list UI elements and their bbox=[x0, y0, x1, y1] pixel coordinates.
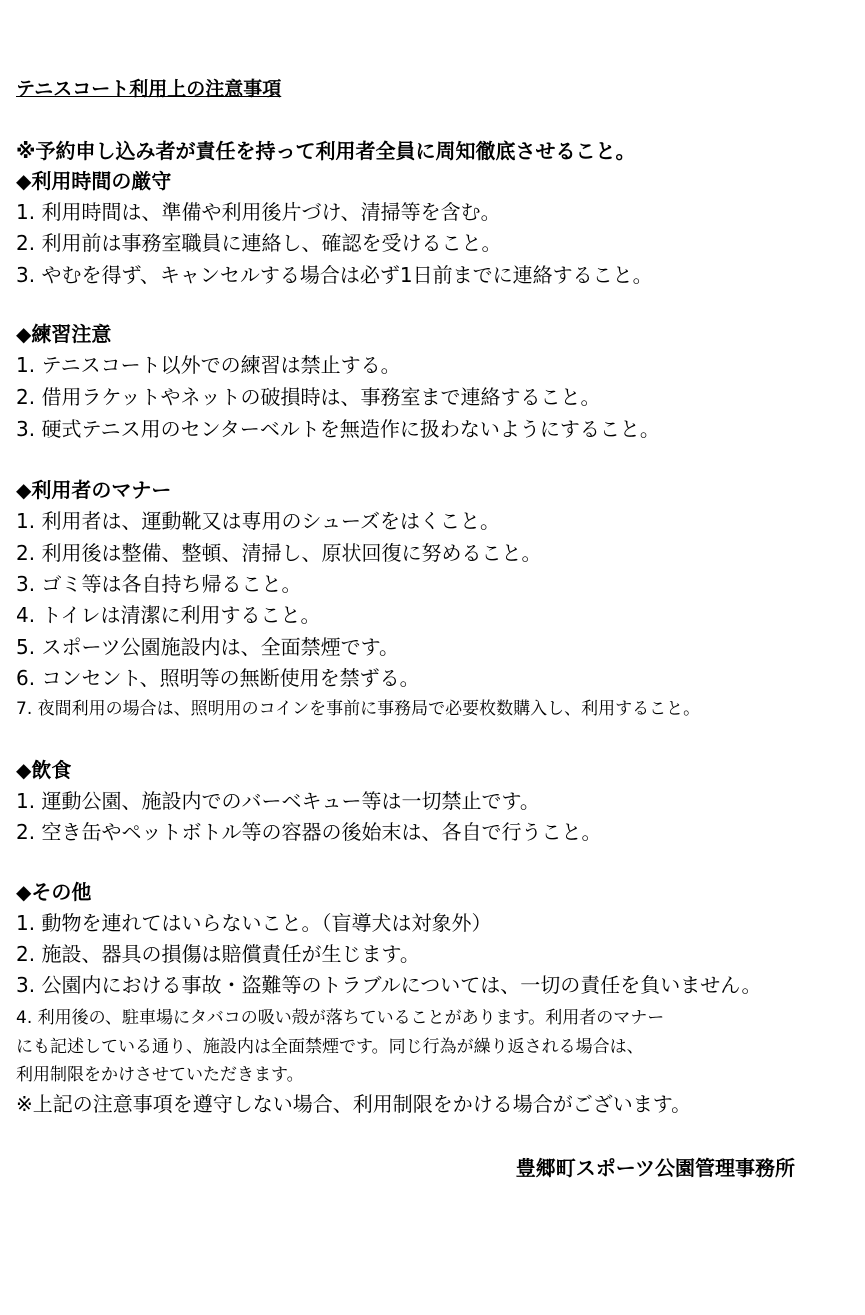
manners-item: 7. 夜間利用の場合は、照明用のコインを事前に事務局で必要枚数購入し、利用すること。 bbox=[16, 699, 701, 719]
usage-time-item: 1. 利用時間は、準備や利用後片づけ、清掃等を含む。 bbox=[16, 200, 501, 224]
manners-item: 1. 利用者は、運動靴又は専用のシューズをはくこと。 bbox=[16, 509, 501, 533]
section-heading-food: ◆飲食 bbox=[16, 758, 72, 782]
closing-notice: ※上記の注意事項を遵守しない場合、利用制限をかける場合がございます。 bbox=[16, 1092, 692, 1116]
other-item-continuation: にも記述している通り、施設内は全面禁煙です。同じ行為が繰り返される場合は、 bbox=[16, 1037, 644, 1057]
manners-item: 3. ゴミ等は各自持ち帰ること。 bbox=[16, 572, 302, 596]
practice-item: 1. テニスコート以外での練習は禁止する。 bbox=[16, 353, 401, 377]
manners-item: 2. 利用後は整備、整頓、清掃し、原状回復に努めること。 bbox=[16, 541, 542, 565]
other-item: 1. 動物を連れてはいらないこと。（盲導犬は対象外） bbox=[16, 911, 492, 935]
other-item-continuation: 利用制限をかけさせていただきます。 bbox=[16, 1065, 304, 1085]
manners-item: 4. トイレは清潔に利用すること。 bbox=[16, 603, 321, 627]
section-heading-other: ◆その他 bbox=[16, 880, 92, 904]
manners-item: 5. スポーツ公園施設内は、全面禁煙です。 bbox=[16, 635, 400, 659]
practice-item: 3. 硬式テニス用のセンターベルトを無造作に扱わないようにすること。 bbox=[16, 417, 660, 441]
manners-item: 6. コンセント、照明等の無断使用を禁ずる。 bbox=[16, 666, 420, 690]
responsibility-notice: ※予約申し込み者が責任を持って利用者全員に周知徹底させること。 bbox=[16, 139, 636, 163]
section-heading-usage-time: ◆利用時間の厳守 bbox=[16, 169, 172, 193]
document-title: テニスコート利用上の注意事項 bbox=[16, 78, 282, 100]
other-item: 2. 施設、器具の損傷は賠償責任が生じます。 bbox=[16, 942, 420, 966]
other-item: 4. 利用後の、駐車場にタバコの吸い殻が落ちていることがあります。利用者のマナー bbox=[16, 1008, 665, 1028]
usage-time-item: 3. やむを得ず、キャンセルする場合は必ず1日前までに連絡すること。 bbox=[16, 263, 653, 287]
food-item: 1. 運動公園、施設内でのバーベキュー等は一切禁止です。 bbox=[16, 789, 540, 813]
issuer-name: 豊郷町スポーツ公園管理事務所 bbox=[515, 1156, 795, 1180]
other-item: 3. 公園内における事故・盗難等のトラブルについては、一切の責任を負いません。 bbox=[16, 973, 762, 997]
food-item: 2. 空き缶やペットボトル等の容器の後始末は、各自で行うこと。 bbox=[16, 820, 602, 844]
practice-item: 2. 借用ラケットやネットの破損時は、事務室まで連絡すること。 bbox=[16, 385, 601, 409]
section-heading-practice: ◆練習注意 bbox=[16, 322, 112, 346]
section-heading-manners: ◆利用者のマナー bbox=[16, 478, 172, 502]
usage-time-item: 2. 利用前は事務室職員に連絡し、確認を受けること。 bbox=[16, 231, 502, 255]
